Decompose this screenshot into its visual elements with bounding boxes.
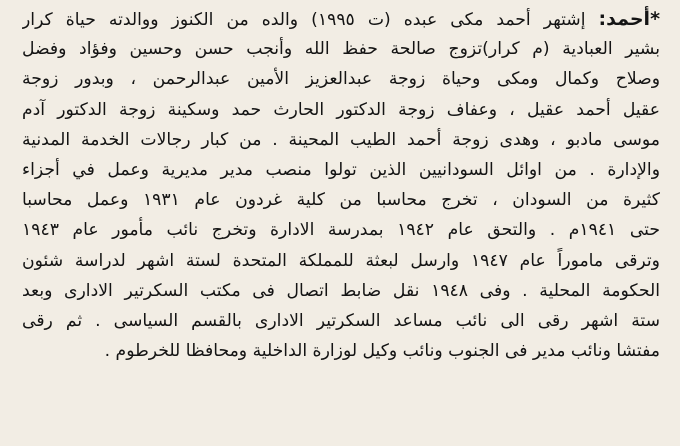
entry-line-1 [22, 4, 660, 34]
entry-line-7: كثيرة من السودان ، تخرج محاسبا من كلية غردون عام ١٩٣١ وعمل محاسبا [22, 190, 660, 211]
entry-line-9: وترقى ماموراً عام ١٩٤٧ وارسل لبعثة للمملكة المتحدة لستة اشهر لدراسة شئون [22, 250, 660, 271]
entry-line-10: الحكومة المحلية . وفى ١٩٤٨ نقل ضابط اتصال فى مكتب السكرتير الادارى وبعد [22, 280, 660, 301]
entry-line-4: عقيل أحمد عقيل ، وعفاف زوجة الدكتور الحارث حمد وسكينة زوجة الدكتور آدم [22, 99, 660, 120]
entry-line-5: موسى مادبو ، وهدى زوجة أحمد الطيب المحينة . من كبار رجالات الخدمة المدنية [22, 129, 660, 150]
entry-first-line-text: إشتهر أحمد مكى عبده (ت ١٩٩٥) والده من الكنوز ووالدته حياة كرار [22, 10, 586, 30]
entry-line-6: والإدارة . من اوائل السودانيين الذين تولوا منصب مدير مديرية وعمل في أجزاء [22, 159, 660, 180]
entry-line-2: بشير العبادية (م كرار)تزوج صالحة حفظ الله وأنجب حسن وحسين وفؤاد وفضل [22, 39, 660, 60]
entry-line-11: ستة اشهر رقى الى نائب مساعد السكرتير الادارى بالقسم السياسى . ثم رقى [22, 310, 660, 331]
entry-line-3: وصلاح وكمال ومكى وحياة زوجة عبدالعزيز الأمين عبدالرحمن ، وبدور زوجة [22, 69, 660, 90]
entry-line-8: حتى ١٩٤١م . والتحق عام ١٩٤٢ بمدرسة الادارة وتخرج نائب مأمور عام ١٩٤٣ [22, 220, 660, 241]
entry-marker: * [650, 8, 660, 30]
entry-heading: أحمد: [598, 8, 651, 30]
entry-line-12: مفتشا ونائب مدير فى الجنوب ونائب وكيل لوزارة الداخلية ومحافظا للخرطوم . [104, 341, 660, 362]
